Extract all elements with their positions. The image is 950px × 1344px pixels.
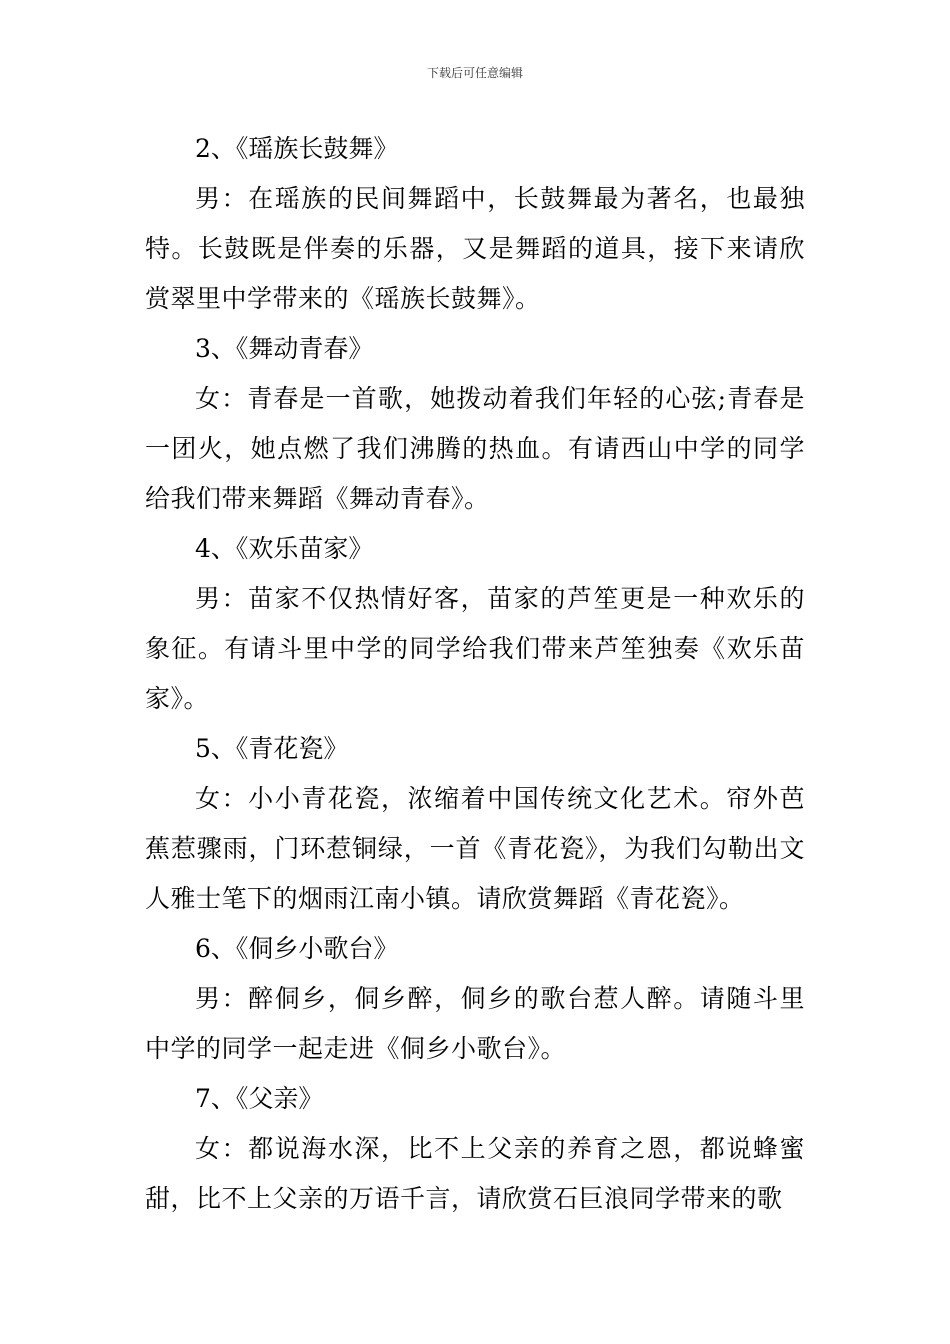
program-intro-6: 男：醉侗乡，侗乡醉，侗乡的歌台惹人醉。请随斗里中学的同学一起走进《侗乡小歌台》。 [145,984,805,1063]
program-title-5: 5、《青花瓷》 [195,734,349,763]
program-intro-4: 男：苗家不仅热情好客，苗家的芦笙更是一种欢乐的象征。有请斗里中学的同学给我们带来芦笙独奏《欢乐苗家》。 [145,584,805,713]
program-intro-5: 女：小小青花瓷，浓缩着中国传统文化艺术。帘外芭蕉惹骤雨，门环惹铜绿，一首《青花瓷》，为我们勾勒出文人雅士笔下的烟雨江南小镇。请欣赏舞蹈《青花瓷》。 [145,784,805,913]
document-body [145,124,805,1224]
program-intro-2: 男：在瑶族的民间舞蹈中，长鼓舞最为著名，也最独特。长鼓既是伴奏的乐器，又是舞蹈的道具，接下来请欣赏翠里中学带来的《瑶族长鼓舞》。 [145,184,805,313]
program-title-7: 7、《父亲》 [195,1084,324,1113]
page-header: 下载后可任意编辑 [426,66,523,80]
program-title-4: 4、《欢乐苗家》 [195,534,374,563]
program-intro-7: 女：都说海水深，比不上父亲的养育之恩，都说蜂蜜甜，比不上父亲的万语千言，请欣赏石巨浪同学带来的歌 [145,1134,805,1213]
program-title-2: 2、《瑶族长鼓舞》 [195,134,399,163]
program-title-3: 3、《舞动青春》 [195,334,374,363]
program-title-6: 6、《侗乡小歌台》 [195,934,399,963]
program-intro-3: 女：青春是一首歌，她拨动着我们年轻的心弦;青春是一团火，她点燃了我们沸腾的热血。有请西山中学的同学给我们带来舞蹈《舞动青春》。 [145,384,805,513]
